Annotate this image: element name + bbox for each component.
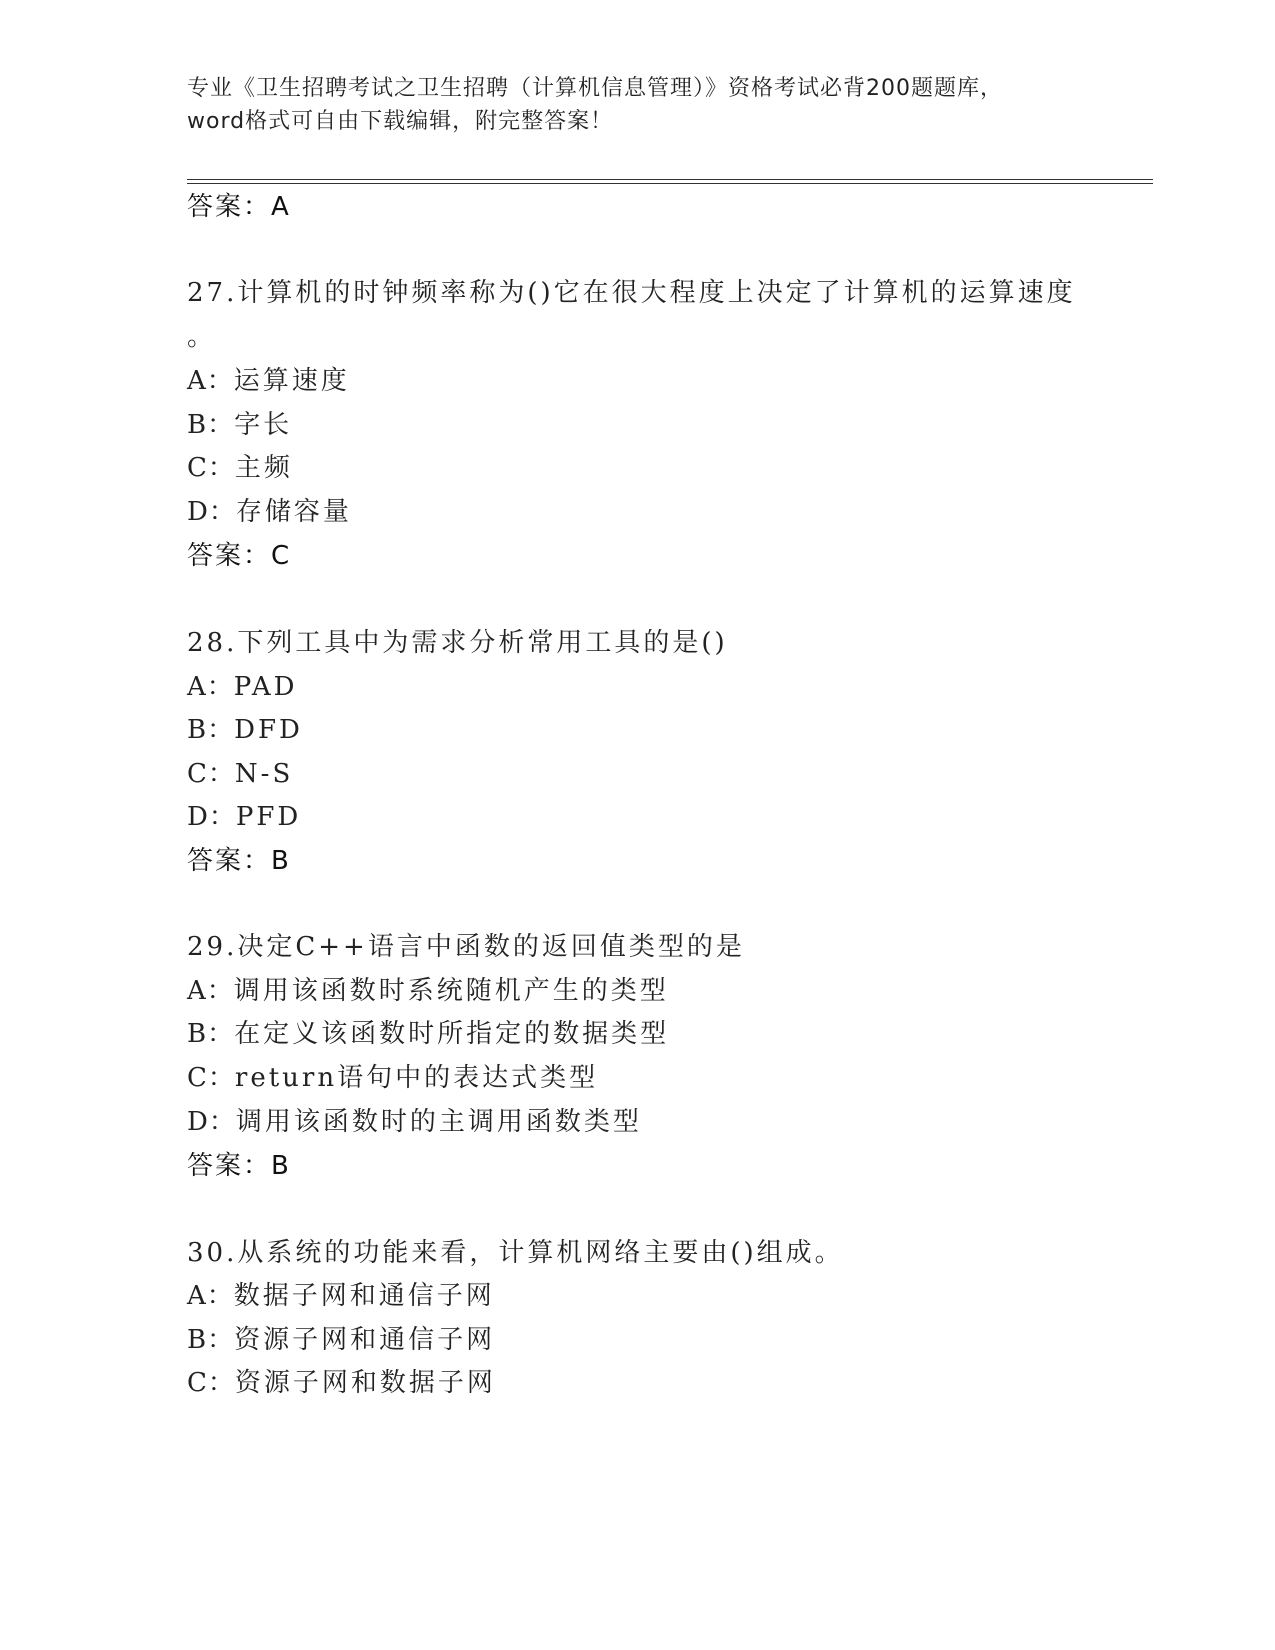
option-key: A： bbox=[187, 1281, 234, 1311]
option-key: D： bbox=[187, 497, 236, 527]
question-27-option-a bbox=[187, 360, 350, 397]
option-text: 主频 bbox=[234, 453, 293, 483]
option-text: 运算速度 bbox=[233, 366, 350, 396]
question-28-stem: 28.下列工具中为需求分析常用工具的是() bbox=[187, 628, 728, 658]
question-28-option-b bbox=[187, 709, 303, 746]
option-key: B： bbox=[187, 715, 235, 745]
question-27-stem-cont: 。 bbox=[187, 322, 217, 352]
header-line-2: word格式可自由下载编辑，附完整答案！ bbox=[187, 109, 614, 134]
question-30-stem: 30.从系统的功能来看，计算机网络主要由()组成。 bbox=[187, 1238, 844, 1268]
option-text: 字长 bbox=[234, 410, 293, 440]
question-29-option-b bbox=[187, 1013, 669, 1050]
question-27-option-d bbox=[187, 491, 352, 528]
question-28-option-d bbox=[187, 796, 301, 833]
option-key: A： bbox=[187, 672, 234, 702]
header-divider-bottom bbox=[187, 183, 1153, 184]
option-key: C： bbox=[187, 453, 235, 483]
question-30-option-a bbox=[187, 1275, 495, 1312]
question-27-stem: 27.计算机的时钟频率称为()它在很大程度上决定了计算机的运算速度 bbox=[187, 278, 1076, 308]
option-text: 数据子网和通信子网 bbox=[233, 1281, 495, 1311]
header-line-1: 专业《卫生招聘考试之卫生招聘（计算机信息管理）》资格考试必背200题题库， bbox=[187, 76, 1003, 101]
question-29-option-a bbox=[187, 970, 669, 1007]
question-28-option-c bbox=[187, 753, 293, 790]
option-text: return语句中的表达式类型 bbox=[234, 1063, 599, 1093]
answer-prev: 答案：A bbox=[187, 192, 291, 222]
document-header bbox=[187, 72, 1087, 138]
option-key: A： bbox=[187, 366, 234, 396]
question-27-option-b bbox=[187, 404, 292, 441]
question-29-option-c bbox=[187, 1057, 598, 1094]
header-divider-top bbox=[187, 179, 1153, 180]
option-text: PFD bbox=[235, 802, 302, 832]
option-key: C： bbox=[187, 759, 235, 789]
option-text: 存储容量 bbox=[235, 497, 352, 527]
question-29-option-d bbox=[187, 1101, 642, 1138]
option-text: 调用该函数时的主调用函数类型 bbox=[235, 1107, 642, 1137]
question-27-answer: 答案：C bbox=[187, 541, 292, 571]
option-text: 资源子网和通信子网 bbox=[234, 1325, 496, 1355]
option-text: 在定义该函数时所指定的数据类型 bbox=[234, 1019, 670, 1049]
option-key: B： bbox=[187, 410, 235, 440]
option-text: 调用该函数时系统随机产生的类型 bbox=[233, 976, 669, 1006]
question-28-answer: 答案：B bbox=[187, 846, 291, 876]
question-30-option-b bbox=[187, 1319, 495, 1356]
option-text: N-S bbox=[234, 759, 294, 789]
question-29-answer: 答案：B bbox=[187, 1151, 291, 1181]
option-key: D： bbox=[187, 802, 236, 832]
option-text: 资源子网和数据子网 bbox=[234, 1368, 496, 1398]
option-key: C： bbox=[187, 1063, 235, 1093]
option-text: PAD bbox=[233, 672, 298, 702]
question-29-stem: 29.决定C++语言中函数的返回值类型的是 bbox=[187, 932, 745, 962]
option-text: DFD bbox=[234, 715, 303, 745]
option-key: B： bbox=[187, 1325, 235, 1355]
option-key: B： bbox=[187, 1019, 235, 1049]
option-key: D： bbox=[187, 1107, 236, 1137]
question-27-option-c bbox=[187, 447, 293, 484]
option-key: A： bbox=[187, 976, 234, 1006]
option-key: C： bbox=[187, 1368, 235, 1398]
question-28-option-a bbox=[187, 666, 298, 703]
question-30-option-c bbox=[187, 1362, 496, 1399]
